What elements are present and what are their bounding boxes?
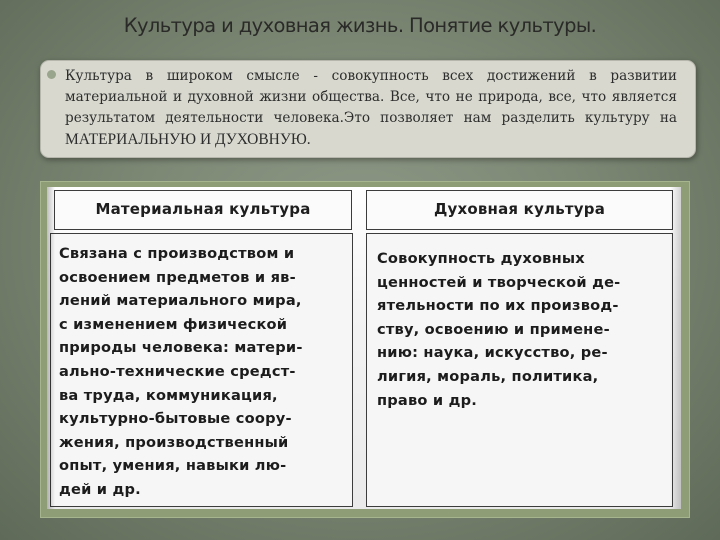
spiritual-header-cell (366, 190, 673, 230)
definition-text: Культура в широком смысле - совокупность всех достижений в развитии материальной и духовной жизни общества. Все, что не природа, все, что является результатом деятельности человека.Это позволяет нам разделить культуру на (65, 68, 677, 126)
definition-paragraph (65, 66, 677, 151)
spiritual-body: Совокупность духовных ценностей и творческой де- ятельности по их производ- ству, освоению и примене- нию: наука, искусство, ре- лигия, мораль, политика, право и др. (377, 250, 621, 409)
slide-title: Культура и духовная жизнь. Понятие культуры. (123, 14, 597, 37)
spiritual-header: Духовная культура (433, 200, 606, 218)
material-body-cell (50, 233, 353, 507)
bullet-icon (47, 70, 56, 79)
scan-shadow-right (670, 187, 681, 509)
material-header-cell (54, 190, 352, 230)
scanned-table-image (47, 187, 681, 509)
definition-caps-text: МАТЕРИАЛЬНУЮ И ДУХОВНУЮ. (65, 131, 311, 148)
material-body: Связана с производством и освоением предметов и яв- лений материального мира, с изменением физической природы человека: матери- ально-технические средст- ва труда, коммуникация, культурно-бытовые соору- жения, производственный опыт, умения, навыки лю- дей и др. (59, 245, 303, 498)
spiritual-body-cell (366, 233, 673, 507)
material-header: Материальная культура (95, 200, 311, 218)
scan-shadow-left (47, 187, 55, 509)
